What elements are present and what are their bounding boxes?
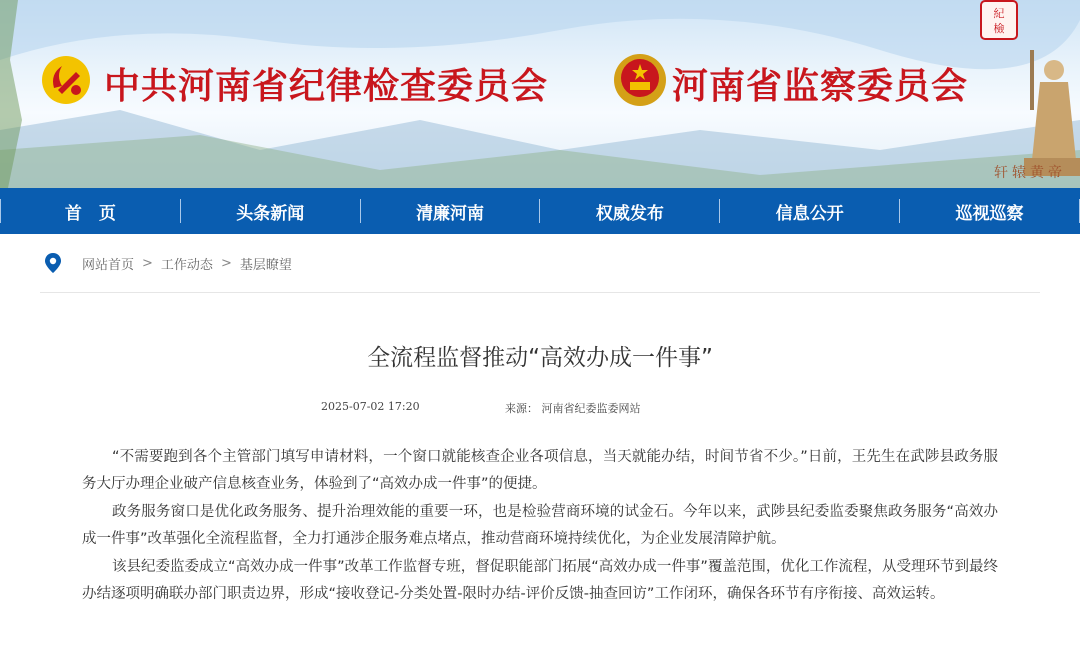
nav-item-info-disclosure[interactable]: 信息公开 [775,203,844,224]
cpc-discipline-commission-title: 中共河南省纪律检查委员会 [104,65,549,107]
article-meta [0,397,1080,417]
header-banner [0,0,1080,188]
party-emblem-icon [40,54,92,106]
seal-stamp-icon [978,0,1020,42]
breadcrumb-work-updates-link[interactable]: 工作动态 [160,257,213,273]
breadcrumb-grassroots-link[interactable]: 基层瞭望 [239,257,292,273]
article-source: 来源： 河南省纪委监委网站 [505,402,641,415]
breadcrumb-home-link[interactable]: 网站首页 [82,257,135,273]
article-title: 全流程监督推动“高效办成一件事” [367,345,713,371]
national-emblem-icon [612,52,668,108]
supervisory-commission-title: 河南省监察委员会 [672,65,969,107]
breadcrumb [40,234,1040,293]
svg-text:檢: 檢 [993,22,1005,35]
nav-item-inspection[interactable]: 巡视巡察 [955,203,1024,224]
nav-item-headlines[interactable]: 头条新闻 [236,203,305,224]
nav-item-authoritative-release[interactable]: 权威发布 [595,203,664,224]
article-paragraph: “不需要跑到各个主管部门填写申请材料，一个窗口就能核查企业各项信息，当天就能办结，时间节省不少。”日前，王先生在武陟县政务服务大厅办理企业破产信息核查业务，体验到了“高效办成一件事”的便捷。 [82,449,998,492]
main-nav [0,188,1080,234]
publish-date: 2025-07-02 17:20 [321,400,420,413]
nav-item-home[interactable]: 首 页 [64,203,116,224]
article-body [82,444,998,609]
svg-text:紀: 紀 [993,7,1005,20]
article-paragraph: 该县纪委监委成立“高效办成一件事”改革工作监督专班，督促职能部门拓展“高效办成一件事”覆盖范围，优化工作流程，从受理环节到最终办结逐项明确联办部门职责边界，形成“接收登记-分类处置-限时办结-评价反馈-抽查回访”工作闭环，确保各环节有序衔接、高效运转。 [82,559,998,602]
location-pin-icon [42,252,64,274]
breadcrumb-arrow: > [142,255,153,271]
breadcrumb-arrow: > [220,255,232,271]
statue-icon [1010,40,1080,180]
article-paragraph: 政务服务窗口是优化政务服务、提升治理效能的重要一环，也是检验营商环境的试金石。今年以来，武陟县纪委监委聚焦政务服务“高效办成一件事”改革强化全流程监督，全力打通涉企服务难点堵点，推动营商环境持续优化，为企业发展清障护航。 [82,504,998,547]
statue-caption: 轩辕黄帝 [994,165,1066,181]
nav-item-clean-henan[interactable]: 清廉河南 [416,203,485,224]
